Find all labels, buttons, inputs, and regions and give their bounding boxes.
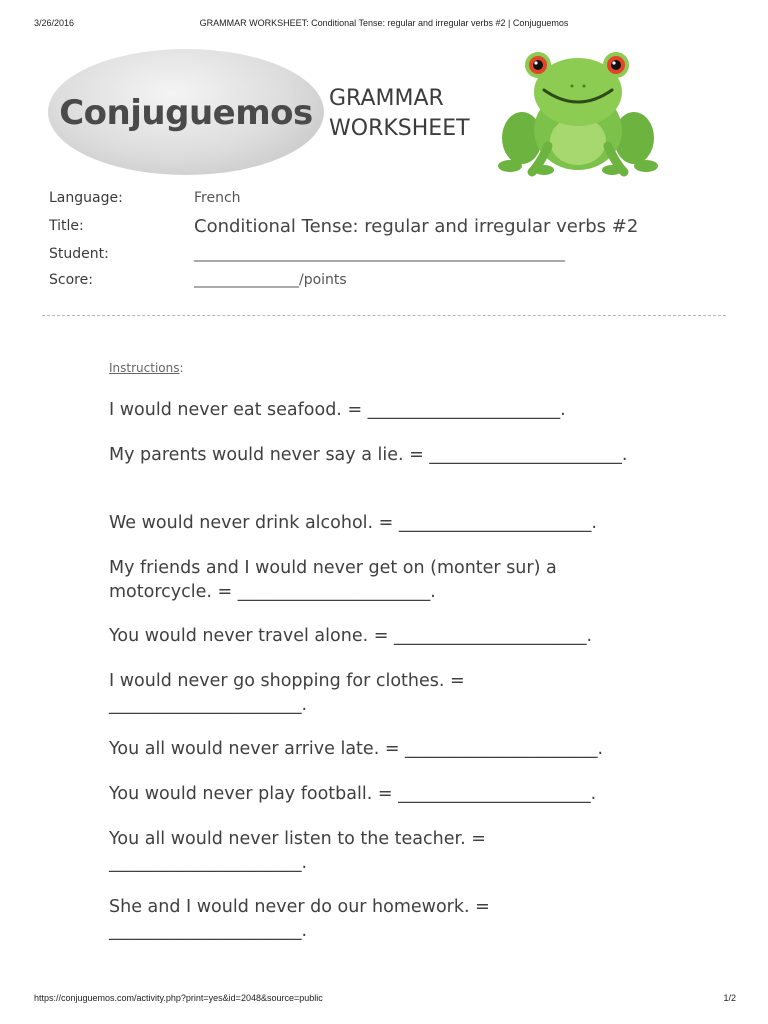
question-item: I would never eat seafood. = ______________________. (109, 400, 566, 420)
question-item: We would never drink alcohol. = ______________________. (109, 513, 597, 533)
language-label: Language: (49, 190, 123, 206)
question-item: You would never play football. = ______________________. (109, 784, 597, 804)
student-label: Student: (49, 246, 109, 262)
score-value: _______________/points (194, 272, 347, 288)
print-date: 3/26/2016 (34, 18, 75, 28)
print-header (0, 18, 768, 32)
print-url: https://conjuguemos.com/activity.php?print=yes&id=2048&source=public (34, 993, 323, 1003)
instructions (109, 361, 184, 375)
title-label: Title: (49, 218, 84, 234)
question-item: My parents would never say a lie. = ______________________. (109, 445, 628, 465)
worksheet-title (329, 84, 470, 144)
divider (42, 315, 726, 316)
question-item: You all would never arrive late. = ______________________. (109, 739, 604, 759)
worksheet-title-line2: WORKSHEET (329, 116, 470, 141)
print-title: GRAMMAR WORKSHEET: Conditional Tense: regular and irregular verbs #2 | Conjuguemos (199, 18, 569, 28)
instructions-colon: : (179, 361, 184, 375)
logo-text: Conjuguemos (59, 93, 313, 133)
worksheet-title-line1: GRAMMAR (329, 86, 444, 111)
question-item: She and I would never do our homework. = ______________________. (109, 897, 490, 941)
frog-icon (496, 46, 660, 180)
language-value: French (194, 190, 241, 206)
title-value: Conditional Tense: regular and irregular verbs #2 (194, 216, 639, 237)
student-value: _____________________________________________________ (194, 246, 565, 262)
instructions-label: Instructions (109, 361, 180, 375)
question-item: I would never go shopping for clothes. = ______________________. (109, 671, 465, 715)
question-item: My friends and I would never get on (monter sur) a motorcycle. = ______________________. (109, 558, 557, 602)
score-label: Score: (49, 272, 93, 288)
page-number: 1/2 (723, 993, 736, 1003)
question-item: You would never travel alone. = ______________________. (109, 626, 593, 646)
question-item: You all would never listen to the teacher. = ______________________. (109, 829, 486, 873)
